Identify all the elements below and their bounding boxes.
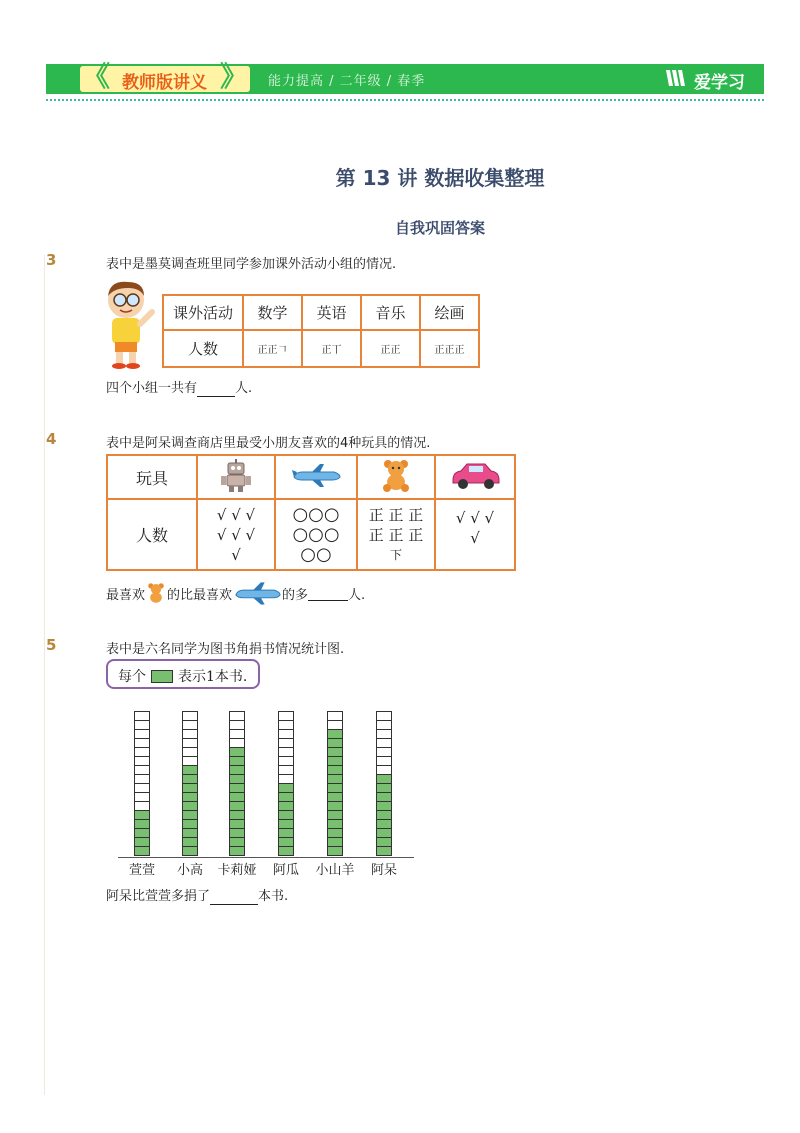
tally-cell: 正丅	[302, 330, 361, 367]
filled-book-cell	[134, 846, 150, 856]
question-prompt: 表中是墨莫调查班里同学参加课外活动小组的情况.	[106, 257, 397, 272]
activity-table	[162, 294, 480, 368]
tally-cell: 正正	[361, 330, 420, 367]
question-prompt: 表中是六名同学为图书角捐书情况统计图.	[106, 642, 345, 657]
vote-line: √ √ √	[216, 525, 256, 544]
toy-cell-robot	[197, 455, 275, 499]
answer-part: 人.	[348, 587, 366, 603]
row-label: 人数	[163, 330, 243, 367]
answer-line	[106, 377, 252, 397]
double-chevron-right-icon: 》	[220, 60, 249, 93]
chart-bar	[278, 712, 294, 856]
answer-line	[106, 578, 365, 608]
vote-line: 正 正 正	[368, 505, 424, 524]
filled-book-cell	[229, 846, 245, 856]
chart-bar	[182, 712, 198, 856]
toy-cell-car	[435, 455, 515, 499]
bar-category-label: 阿呆	[370, 863, 397, 878]
robot-icon	[219, 457, 253, 493]
filled-book-cell	[327, 846, 343, 856]
vote-line: 正 正 正	[368, 525, 424, 544]
toy-cell-bear	[357, 455, 435, 499]
chart-legend	[106, 659, 260, 689]
bar-category-label: 阿瓜	[272, 863, 299, 878]
row-label: 人数	[107, 499, 197, 570]
vote-line: √ √ √	[455, 509, 495, 527]
table-header-cell: 课外活动	[163, 295, 243, 330]
vote-line: ○○○	[292, 503, 340, 525]
bar-category-label: 小山羊	[315, 863, 355, 878]
filled-book-cell	[182, 846, 198, 856]
vote-line: ○○	[300, 543, 332, 565]
question-prompt: 表中是阿呆调查商店里最受小朋友喜欢的4种玩具的情况.	[106, 436, 431, 451]
vote-line: 下	[389, 547, 402, 562]
question-number: 3	[46, 251, 57, 269]
answer-suffix: 本书.	[258, 889, 289, 904]
answer-blank[interactable]	[197, 381, 235, 397]
bar-category-label: 小高	[176, 863, 203, 878]
car-votes	[435, 499, 515, 570]
chart-bar	[134, 712, 150, 856]
bear-votes	[357, 499, 435, 570]
bar-category-label: 卡莉娅	[217, 863, 257, 878]
answer-prefix: 阿呆比萱萱多捐了	[106, 889, 211, 904]
answer-line	[106, 885, 288, 905]
boy-character-icon	[100, 278, 158, 370]
toy-cell-airplane	[275, 455, 357, 499]
answer-suffix: 人.	[235, 381, 253, 396]
chart-bar	[229, 712, 245, 856]
answer-part: 最喜欢	[106, 587, 146, 603]
legend-prefix: 每个	[118, 669, 146, 685]
vote-line: √	[231, 545, 241, 564]
answer-part: 的多	[282, 587, 309, 603]
table-header-cell: 绘画	[420, 295, 479, 330]
tally-cell: 正正𠃍	[243, 330, 302, 367]
answer-prefix: 四个小组一共有	[106, 381, 198, 396]
header-divider	[46, 99, 764, 101]
section-title: 自我巩固答案	[394, 219, 485, 237]
airplane-icon	[232, 580, 282, 606]
answer-part: 的比最喜欢	[167, 587, 233, 603]
answer-blank[interactable]	[210, 889, 258, 905]
filled-book-cell	[376, 846, 392, 856]
bar-category-label: 萱萱	[128, 863, 155, 878]
vote-line: √	[470, 529, 480, 547]
table-header-cell: 英语	[302, 295, 361, 330]
chart-bar	[376, 712, 392, 856]
teddy-bear-icon	[145, 578, 167, 608]
logo-icon	[664, 66, 688, 90]
filled-book-cell	[278, 846, 294, 856]
toy-car-icon	[449, 460, 501, 490]
lesson-title: 第 13 讲 数据收集整理	[335, 166, 545, 190]
table-header-cell: 音乐	[361, 295, 420, 330]
legend-swatch	[151, 670, 173, 683]
toy-table	[106, 454, 516, 571]
legend-suffix: 表示1本书.	[178, 669, 248, 685]
chart-baseline	[118, 857, 414, 858]
vote-line: √ √ √	[216, 505, 256, 524]
teddy-bear-icon	[379, 458, 413, 492]
double-chevron-left-icon: 《	[82, 60, 111, 93]
tally-cell: 正正正	[420, 330, 479, 367]
question-number: 5	[46, 636, 57, 654]
chart-bar	[327, 712, 343, 856]
airplane-votes	[275, 499, 357, 570]
airplane-icon	[290, 462, 342, 488]
answer-blank[interactable]	[308, 585, 348, 601]
header-subtitle: 能力提高 / 二年级 / 春季	[268, 74, 426, 89]
robot-votes	[197, 499, 275, 570]
logo-text: 爱学习	[694, 73, 745, 93]
table-header-cell: 数学	[243, 295, 302, 330]
question-number: 4	[46, 430, 57, 448]
header-title: 教师版讲义	[122, 73, 207, 93]
vote-line: ○○○	[292, 523, 340, 545]
margin-rule	[44, 255, 45, 1095]
table-header-cell: 玩具	[107, 455, 197, 499]
